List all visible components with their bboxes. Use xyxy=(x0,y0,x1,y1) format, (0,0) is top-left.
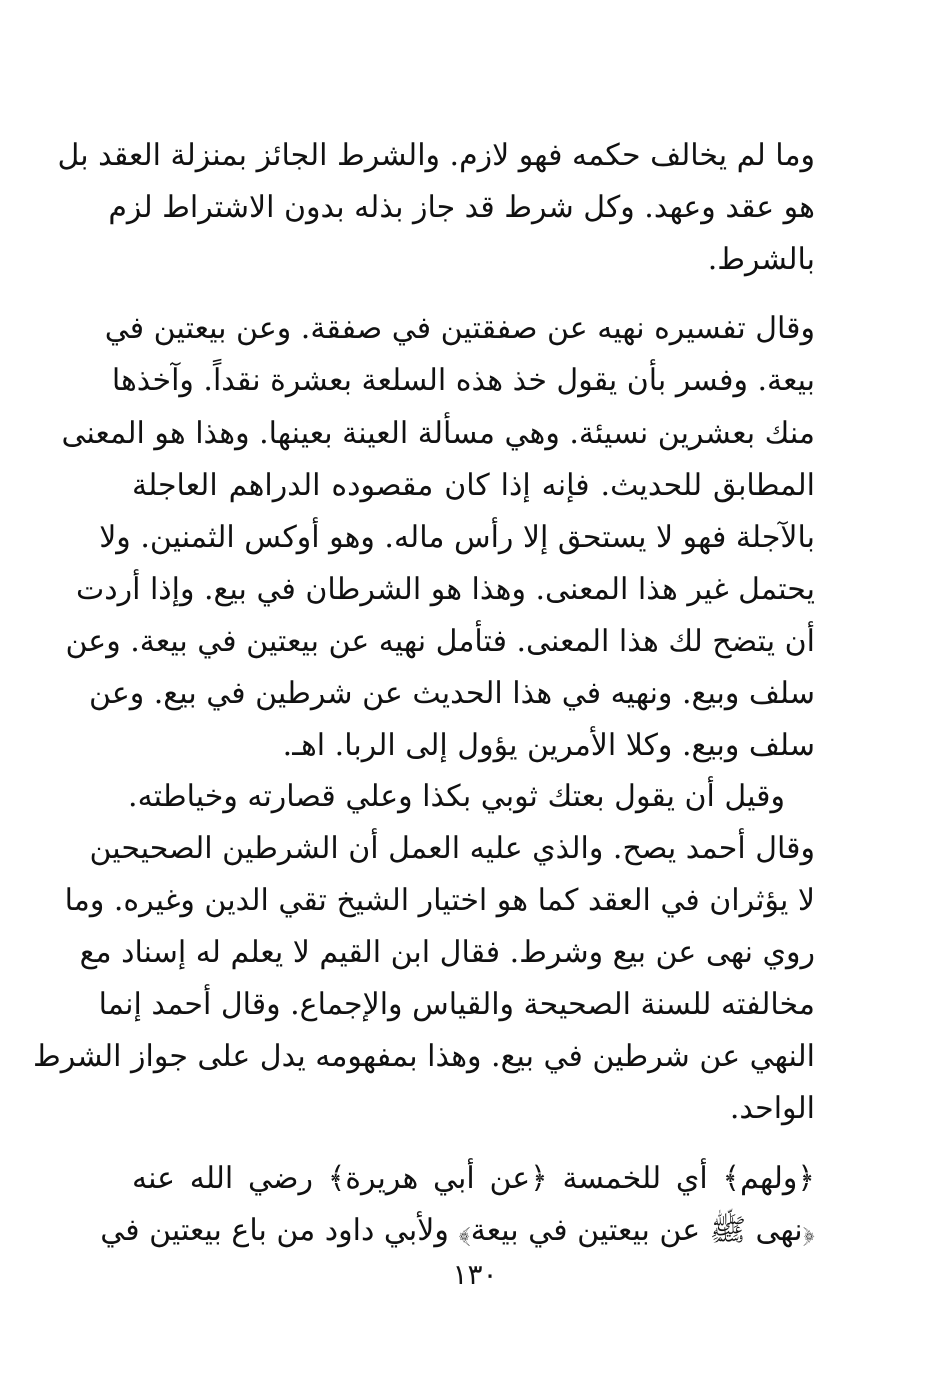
text-line: ﴿ولهم﴾ أي للخمسة ﴿عن أبي هريرة﴾ رضي الله عنه xyxy=(132,1161,815,1196)
text-line: منك بعشرين نسيئة. وهي مسألة العينة بعينها. وهذا هو المعنى xyxy=(61,416,815,451)
text-line: بالشرط. xyxy=(707,242,815,277)
text-line: سلف وبيع. ونهيه في هذا الحديث عن شرطين في بيع. وعن xyxy=(89,676,815,711)
text-line: الواحد. xyxy=(729,1091,815,1126)
text-line: مخالفته للسنة الصحيحة والقياس والإجماع. وقال أحمد إنما xyxy=(98,987,815,1022)
text-line: المطابق للحديث. فإنه إذا كان مقصوده الدراهم العاجلة xyxy=(132,468,815,503)
text-line: روي نهى عن بيع وشرط. فقال ابن القيم لا يعلم له إسناد مع xyxy=(79,935,815,970)
text-line: وقال تفسيره نهيه عن صفقتين في صفقة. وعن بيعتين في xyxy=(104,311,815,346)
text-line: هو عقد وعهد. وكل شرط قد جاز بذله بدون الاشتراط لزم xyxy=(108,190,815,225)
text-line: يحتمل غير هذا المعنى. وهذا هو الشرطان في بيع. وإذا أردت xyxy=(75,572,815,607)
text-line: ﴿نهى ﷺ عن بيعتين في بيعة﴾ ولأبي داود من باع بيعتين في xyxy=(100,1213,815,1248)
text-line: لا يؤثران في العقد كما هو اختيار الشيخ تقي الدين وغيره. وما xyxy=(64,883,815,918)
text-line: وما لم يخالف حكمه فهو لازم. والشرط الجائز بمنزلة العقد بل xyxy=(57,138,815,173)
text-line: وقال أحمد يصح. والذي عليه العمل أن الشرطين الصحيحين xyxy=(89,831,815,866)
page-number: ١٣٠ xyxy=(452,1258,498,1291)
text-line: سلف وبيع. وكلا الأمرين يؤول إلى الربا. اهـ. xyxy=(282,728,815,763)
text-line: أن يتضح لك هذا المعنى. فتأمل نهيه عن بيعتين في بيعة. وعن xyxy=(65,624,815,659)
text-line: بيعة. وفسر بأن يقول خذ هذه السلعة بعشرة نقداً. وآخذها xyxy=(111,363,815,398)
text-line: النهي عن شرطين في بيع. وهذا بمفهومه يدل على جواز الشرط xyxy=(32,1039,815,1074)
text-line: بالآجلة فهو لا يستحق إلا رأس ماله. وهو أوكس الثمنين. ولا xyxy=(99,520,815,555)
text-line: وقيل أن يقول بعتك ثوبي بكذا وعلي قصارته وخياطته. xyxy=(128,779,785,814)
